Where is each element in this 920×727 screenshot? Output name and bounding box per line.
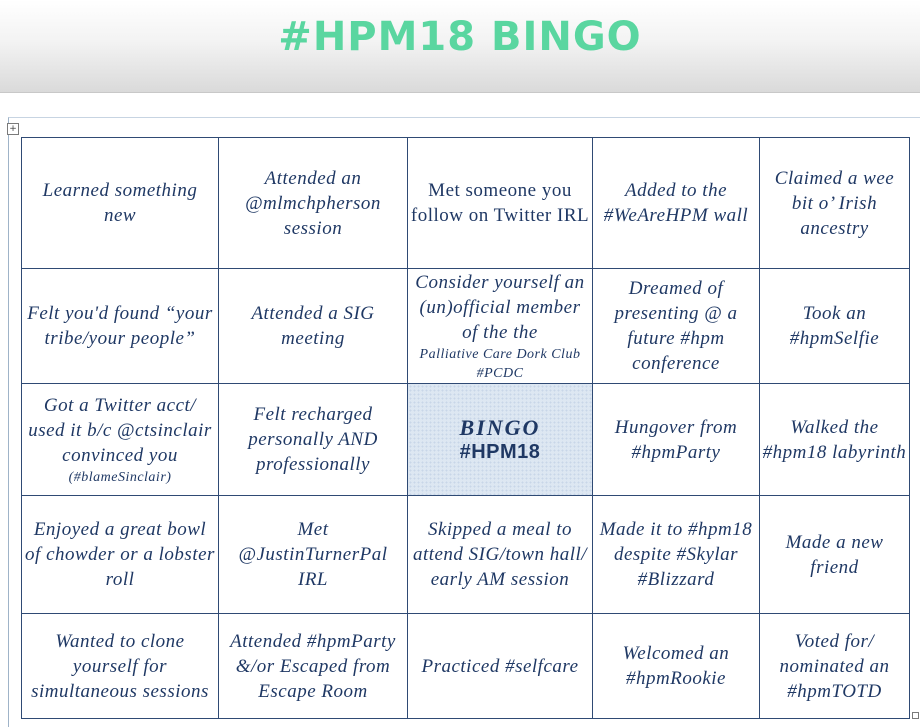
bingo-square: Practiced #selfcare — [408, 614, 593, 719]
bingo-square — [22, 384, 219, 496]
bingo-square: Met @JustinTurnerPal IRL — [219, 496, 408, 614]
table-resize-handle-icon[interactable] — [912, 712, 919, 719]
bingo-square: Attended #hpmParty &/or Escaped from Escape Room — [219, 614, 408, 719]
bingo-square: Felt recharged personally AND professionally — [219, 384, 408, 496]
bingo-square: Learned something new — [22, 138, 219, 269]
bingo-square: Hungover from #hpmParty — [593, 384, 760, 496]
bingo-free-square — [408, 384, 593, 496]
bingo-row-4 — [22, 496, 910, 614]
bingo-square-text: Got a Twitter acct/ used it b/c @ctsinclair convinced you — [28, 394, 212, 466]
bingo-square: Walked the #hpm18 labyrinth — [760, 384, 910, 496]
bingo-square: Skipped a meal to attend SIG/town hall/ early AM session — [408, 496, 593, 614]
bingo-square: Voted for/ nominated an #hpmTOTD — [760, 614, 910, 719]
bingo-square: Made a new friend — [760, 496, 910, 614]
bingo-square: Felt you'd found “your tribe/your people” — [22, 269, 219, 384]
bingo-square: Met someone you follow on Twitter IRL — [408, 138, 593, 269]
bingo-square: Attended a SIG meeting — [219, 269, 408, 384]
bingo-row-2 — [22, 269, 910, 384]
bingo-square — [408, 269, 593, 384]
bingo-row-1 — [22, 138, 910, 269]
bingo-square: Attended an @mlmchpherson session — [219, 138, 408, 269]
bingo-square-subtext: (#blameSinclair) — [68, 469, 172, 485]
bingo-square: Took an #hpmSelfie — [760, 269, 910, 384]
bingo-free-word: BINGO — [459, 414, 541, 440]
bingo-square: Added to the #WeAreHPM wall — [593, 138, 760, 269]
bingo-card — [21, 137, 910, 719]
bingo-row-5 — [22, 614, 910, 719]
bingo-square: Made it to #hpm18 despite #Skylar #Blizzard — [593, 496, 760, 614]
page-title: #HPM18 BINGO — [278, 14, 642, 60]
bingo-square: Enjoyed a great bowl of chowder or a lobster roll — [22, 496, 219, 614]
bingo-square-text: Consider yourself an (un)official member of the the — [415, 271, 585, 343]
table-move-handle-icon[interactable]: + — [7, 123, 19, 135]
bingo-row-3 — [22, 384, 910, 496]
bingo-square: Wanted to clone yourself for simultaneous sessions — [22, 614, 219, 719]
bingo-square: Dreamed of presenting @ a future #hpm conference — [593, 269, 760, 384]
bingo-square: Claimed a wee bit o’ Irish ancestry — [760, 138, 910, 269]
title-banner — [0, 0, 920, 93]
bingo-free-tag: #HPM18 — [459, 440, 541, 463]
bingo-square-subtext: Palliative Care Dork Club #PCDC — [419, 346, 581, 381]
bingo-square: Welcomed an #hpmRookie — [593, 614, 760, 719]
